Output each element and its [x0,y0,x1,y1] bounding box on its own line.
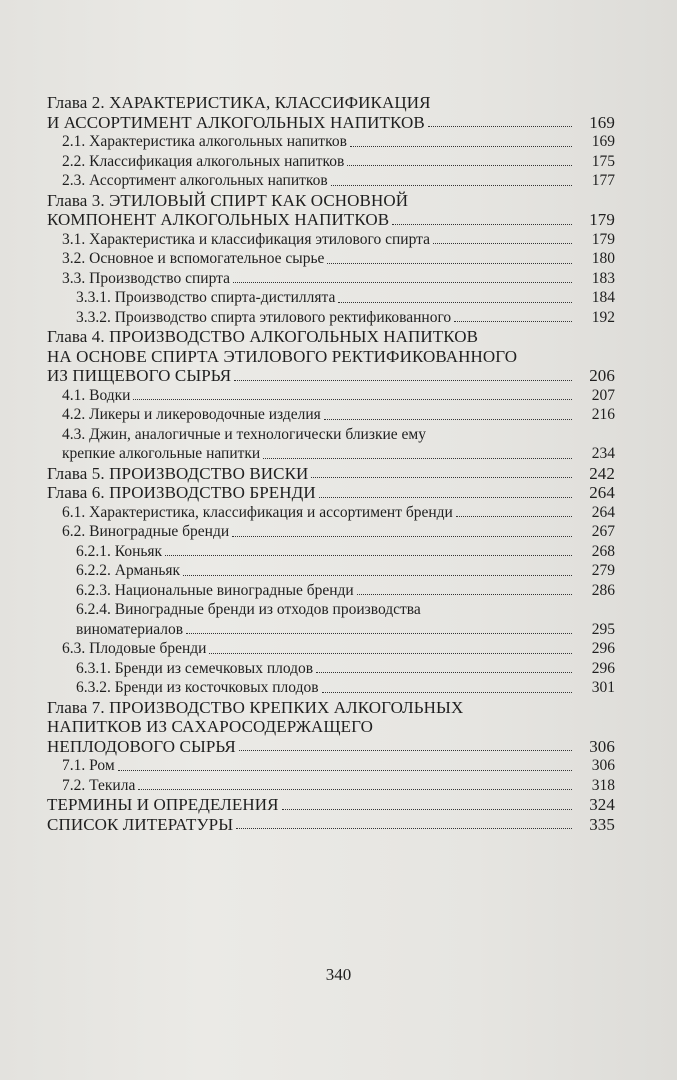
dot-leader [331,185,572,186]
toc-entry-title-line: 6.3.1. Бренди из семечковых плодов [76,659,314,677]
dot-leader [209,653,572,654]
toc-page-number: 179 [591,230,615,248]
toc-entry-sub [47,600,615,639]
table-of-contents [47,93,615,834]
toc-page-number: 169 [591,133,615,150]
toc-entry-title-line: Глава 6. ПРОИЗВОДСТВО БРЕНДИ [47,483,316,502]
dot-leader [392,224,572,225]
toc-page-number: 335 [589,814,615,834]
toc-page-number: 184 [591,289,615,306]
toc-entry-chapter [47,815,615,835]
toc-entry-sub [47,659,615,679]
dot-leader [428,126,572,127]
toc-entry-title-line: 6.1. Характеристика, классификация и ассортимент бренди [62,503,453,521]
toc-page-number: 264 [589,483,615,502]
toc-page-number: 264 [591,503,615,521]
toc-page-number: 179 [589,210,615,229]
toc-entry-title-line: НЕПЛОДОВОГО СЫРЬЯ [47,736,236,756]
dot-leader [316,672,572,673]
toc-entry-title-line: 6.2.2. Арманьяк [76,562,181,579]
toc-entry-sec [47,756,615,776]
toc-entry-title-line: НАПИТКОВ ИЗ САХАРОСОДЕРЖАЩЕГО [47,717,374,736]
dot-leader [338,302,572,303]
toc-entry-title-line: Глава 3. ЭТИЛОВЫЙ СПИРТ КАК ОСНОВНОЙ [47,190,409,210]
toc-entry-title-line: И АССОРТИМЕНТ АЛКОГОЛЬНЫХ НАПИТКОВ [47,112,425,132]
toc-entry-sec [47,776,615,796]
dot-leader [322,692,572,693]
toc-page-number: 183 [591,269,615,287]
toc-entry-title-line: крепкие алкогольные напитки [62,445,261,462]
toc-page-number: 286 [591,581,615,599]
toc-entry-title-line: 2.2. Классификация алкогольных напитков [62,152,345,170]
toc-entry-sec [47,249,615,269]
toc-entry-title-line: 7.2. Текила [62,776,136,794]
toc-page-number: 242 [589,463,615,483]
toc-entry-title-line: 3.2. Основное и вспомогательное сырье [62,250,325,267]
toc-entry-sec [47,503,615,523]
dot-leader [319,497,572,498]
toc-entry-title-line: 2.3. Ассортимент алкогольных напитков [62,172,328,189]
toc-entry-title-line: НА ОСНОВЕ СПИРТА ЭТИЛОВОГО РЕКТИФИКОВАННОГО [47,346,518,366]
toc-page-number: 192 [591,308,615,326]
toc-page-number: 306 [591,757,615,774]
toc-entry-title-line: Глава 7. ПРОИЗВОДСТВО КРЕПКИХ АЛКОГОЛЬНЫХ [47,697,464,717]
toc-entry-title-line: Глава 4. ПРОИЗВОДСТВО АЛКОГОЛЬНЫХ НАПИТКОВ [47,327,479,346]
toc-entry-title-line: 6.3. Плодовые бренди [62,640,207,657]
dot-leader [456,516,572,517]
dot-leader [133,399,572,400]
toc-entry-sub [47,678,615,698]
toc-entry-sec [47,230,615,250]
toc-entry-sec [47,171,615,191]
dot-leader [234,380,572,381]
dot-leader [183,575,572,576]
toc-entry-title-line: Глава 5. ПРОИЗВОДСТВО ВИСКИ [47,463,309,483]
dot-leader [324,419,572,420]
toc-entry-title-line: 6.2. Виноградные бренди [62,523,230,540]
toc-entry-title-line: виноматериалов [76,620,184,638]
dot-leader [347,165,572,166]
toc-entry-sec [47,522,615,542]
toc-page-number: 296 [591,640,615,657]
dot-leader [118,770,572,771]
toc-page-number: 216 [591,406,615,423]
toc-entry-sub [47,581,615,601]
toc-page-number: 301 [591,679,615,696]
toc-entry-title-line: Глава 2. ХАРАКТЕРИСТИКА, КЛАССИФИКАЦИЯ [47,93,431,112]
toc-entry-chapter [47,795,615,815]
toc-entry-chapter [47,327,615,386]
dot-leader [282,809,572,810]
toc-entry-title-line: 6.2.3. Национальные виноградные бренди [76,581,354,599]
toc-entry-chapter [47,191,615,230]
dot-leader [232,536,572,537]
toc-page-number: 296 [591,659,615,677]
toc-page-number: 175 [591,152,615,170]
dot-leader [236,828,572,829]
dot-leader [239,750,572,751]
toc-entry-chapter [47,698,615,757]
dot-leader [138,789,572,790]
toc-entry-title-line: КОМПОНЕНТ АЛКОГОЛЬНЫХ НАПИТКОВ [47,210,390,229]
toc-page-number: 318 [591,776,615,794]
toc-entry-title-line: 2.1. Характеристика алкогольных напитков [62,133,347,150]
toc-entry-sec [47,269,615,289]
dot-leader [454,321,572,322]
toc-page-number: 207 [591,386,615,404]
toc-entry-title-line: ТЕРМИНЫ И ОПРЕДЕЛЕНИЯ [47,795,279,814]
toc-entry-sub [47,288,615,308]
dot-leader [233,282,572,283]
dot-leader [327,263,572,264]
toc-entry-sec [47,386,615,406]
page-number: 340 [325,965,352,984]
toc-entry-title-line: 4.1. Водки [62,386,131,404]
toc-entry-title-line: 4.3. Джин, аналогичные и технологически близкие ему [62,425,426,443]
toc-entry-title-line: 6.3.2. Бренди из косточковых плодов [76,679,319,696]
toc-entry-title-line: 3.1. Характеристика и классификация этилового спирта [62,230,430,248]
toc-entry-title-line: 6.2.4. Виноградные бренди из отходов производства [76,601,421,618]
toc-entry-sec [47,132,615,152]
toc-entry-title-line: 3.3. Производство спирта [62,269,230,287]
toc-page-number: 324 [589,795,615,814]
toc-entry-sub [47,561,615,581]
toc-entry-chapter [47,483,615,503]
toc-page-number: 206 [589,366,615,385]
toc-entry-sec [47,425,615,464]
toc-page-number: 295 [591,620,615,638]
toc-entry-chapter [47,464,615,484]
dot-leader [357,594,572,595]
toc-entry-title-line: СПИСОК ЛИТЕРАТУРЫ [47,814,234,834]
toc-entry-title-line: 3.3.2. Производство спирта этилового ректификованного [76,308,452,326]
toc-entry-title-line: 4.2. Ликеры и ликероводочные изделия [62,406,321,423]
toc-page-number: 306 [589,736,615,756]
dot-leader [350,146,572,147]
toc-entry-title-line: 6.2.1. Коньяк [76,542,163,560]
toc-page-number: 180 [591,250,615,267]
toc-entry-sec [47,405,615,425]
toc-entry-chapter [47,93,615,132]
toc-entry-sec [47,152,615,172]
toc-entry-sub [47,542,615,562]
toc-page-number: 267 [591,523,615,540]
toc-entry-title-line: 7.1. Ром [62,757,115,774]
toc-entry-sec [47,639,615,659]
dot-leader [433,243,572,244]
dot-leader [186,633,572,634]
toc-page-number: 169 [589,112,615,132]
dot-leader [165,555,572,556]
toc-entry-title-line: ИЗ ПИЩЕВОГО СЫРЬЯ [47,366,232,385]
toc-page-number: 279 [591,562,615,579]
toc-entry-sub [47,308,615,328]
dot-leader [263,458,572,459]
dot-leader [311,477,572,478]
toc-entry-title-line: 3.3.1. Производство спирта-дистиллята [76,289,336,306]
toc-page-number: 234 [591,445,615,462]
toc-page-number: 177 [591,172,615,189]
toc-page-number: 268 [591,542,615,560]
